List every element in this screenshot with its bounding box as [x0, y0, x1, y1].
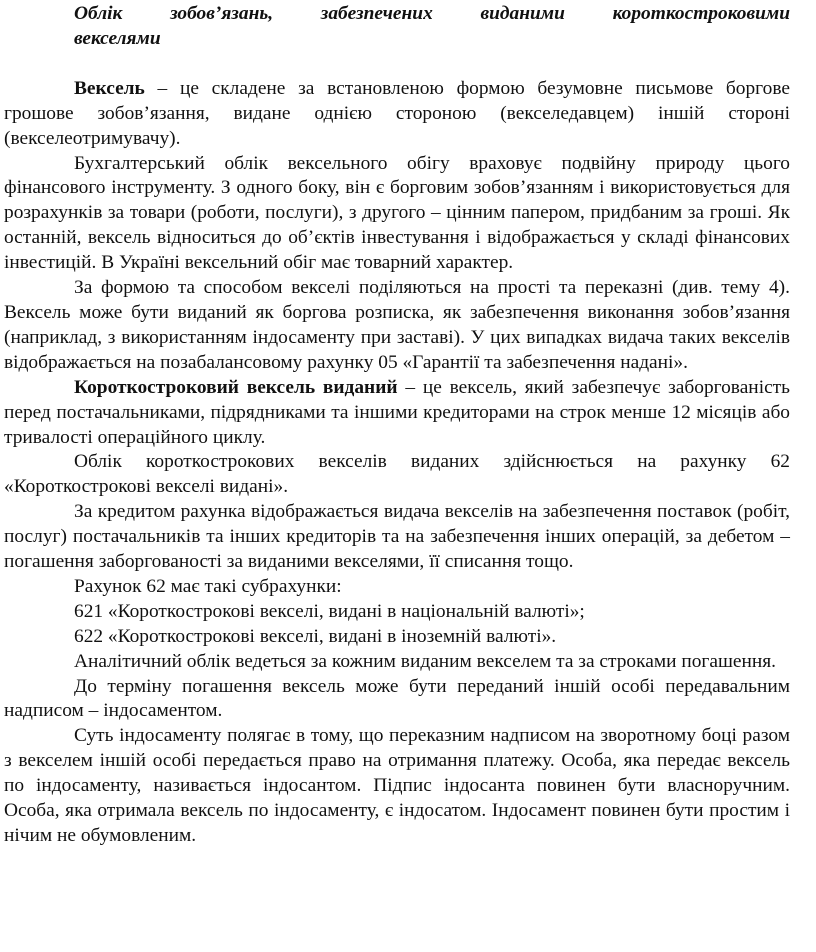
- paragraph-definition: [4, 77, 790, 152]
- paragraph-subaccounts-intro: Рахунок 62 має такі субрахунки:: [74, 575, 342, 597]
- short-term-definition-text: – це вексель, який забезпечує заборгованість перед постачальниками, підрядниками та іншими кредиторами на строк менше 12 місяців або тривалості операційного циклу.: [4, 376, 791, 448]
- paragraph-forms: За формою та способом векселі поділяються на прості та переказні (див. тему 4). Вексель може бути виданий як боргова розписка, як забезпечення виконання зобов’язання (наприклад, з використанням індосаменту при заставі). У цих випадках видача таких векселів відображається на позабалансовому рахунку 05 «Гарантії та забезпечення надані».: [4, 277, 790, 373]
- paragraph-accounting-nature: Бухгалтерський облік вексельного обігу враховує подвійну природу цього фінансового інструменту. З одного боку, він є борговим зобов’язанням і використовується для розрахунків за товари (роботи, послуги), з другого – цінним папером, придбаним за гроші. Як останній, вексель відноситься до об’єктів інвестування і відображається у складі фінансових інвестицій. В Україні вексельний обіг має товарний характер.: [4, 152, 790, 274]
- paragraph-analytical: Аналітичний облік ведеться за кожним виданим векселем та за строками погашення.: [74, 650, 777, 672]
- paragraph-credit-debit: За кредитом рахунка відображається видача векселів на забезпечення поставок (робіт, послуг) постачальників та інших кредиторів та на забезпечення інших операцій, за дебетом – погашення заборгованості за виданими векселями, її списання тощо.: [4, 501, 790, 573]
- term-veksel: Вексель: [74, 77, 145, 99]
- subaccount-621: 621 «Короткострокові векселі, видані в національній валюті»;: [74, 600, 585, 622]
- title-spacer: [4, 52, 790, 77]
- paragraph-account-62: Облік короткострокових векселів виданих здійснюється на рахунку 62 «Короткострокові векселі видані».: [4, 451, 790, 498]
- paragraph-endorsement-transfer: До терміну погашення вексель може бути переданий іншій особі передавальним надписом – індосаментом.: [4, 675, 790, 722]
- page-title: [74, 2, 790, 52]
- subaccount-622: 622 «Короткострокові векселі, видані в іноземній валюті».: [74, 625, 557, 647]
- title-line-2: векселями: [74, 27, 161, 49]
- paragraph-short-term-definition: [4, 376, 790, 451]
- title-line-1: Облік зобов’язань, забезпечених виданими короткостроковими: [74, 3, 790, 24]
- paragraph-endorsement-essence: Суть індосаменту полягає в тому, що переказним надписом на зворотному боці разом з векселем іншій особі передається право на отримання платежу. Особа, яка передає вексель по індосаменту, називається індосантом. Підпис індосанта повинен бути власноручним. Особа, яка отримала вексель по індосаменту, є індосатом. Індосамент повинен бути простим і нічим не обумовленим.: [4, 725, 790, 846]
- definition-text: – це складене за встановленою формою безумовне письмове боргове грошове зобов’язання, видане однією стороною (векселедавцем) іншій стороні (векселеотримувачу).: [4, 77, 790, 149]
- term-short-term-bill: Короткостроковий вексель виданий: [74, 376, 398, 398]
